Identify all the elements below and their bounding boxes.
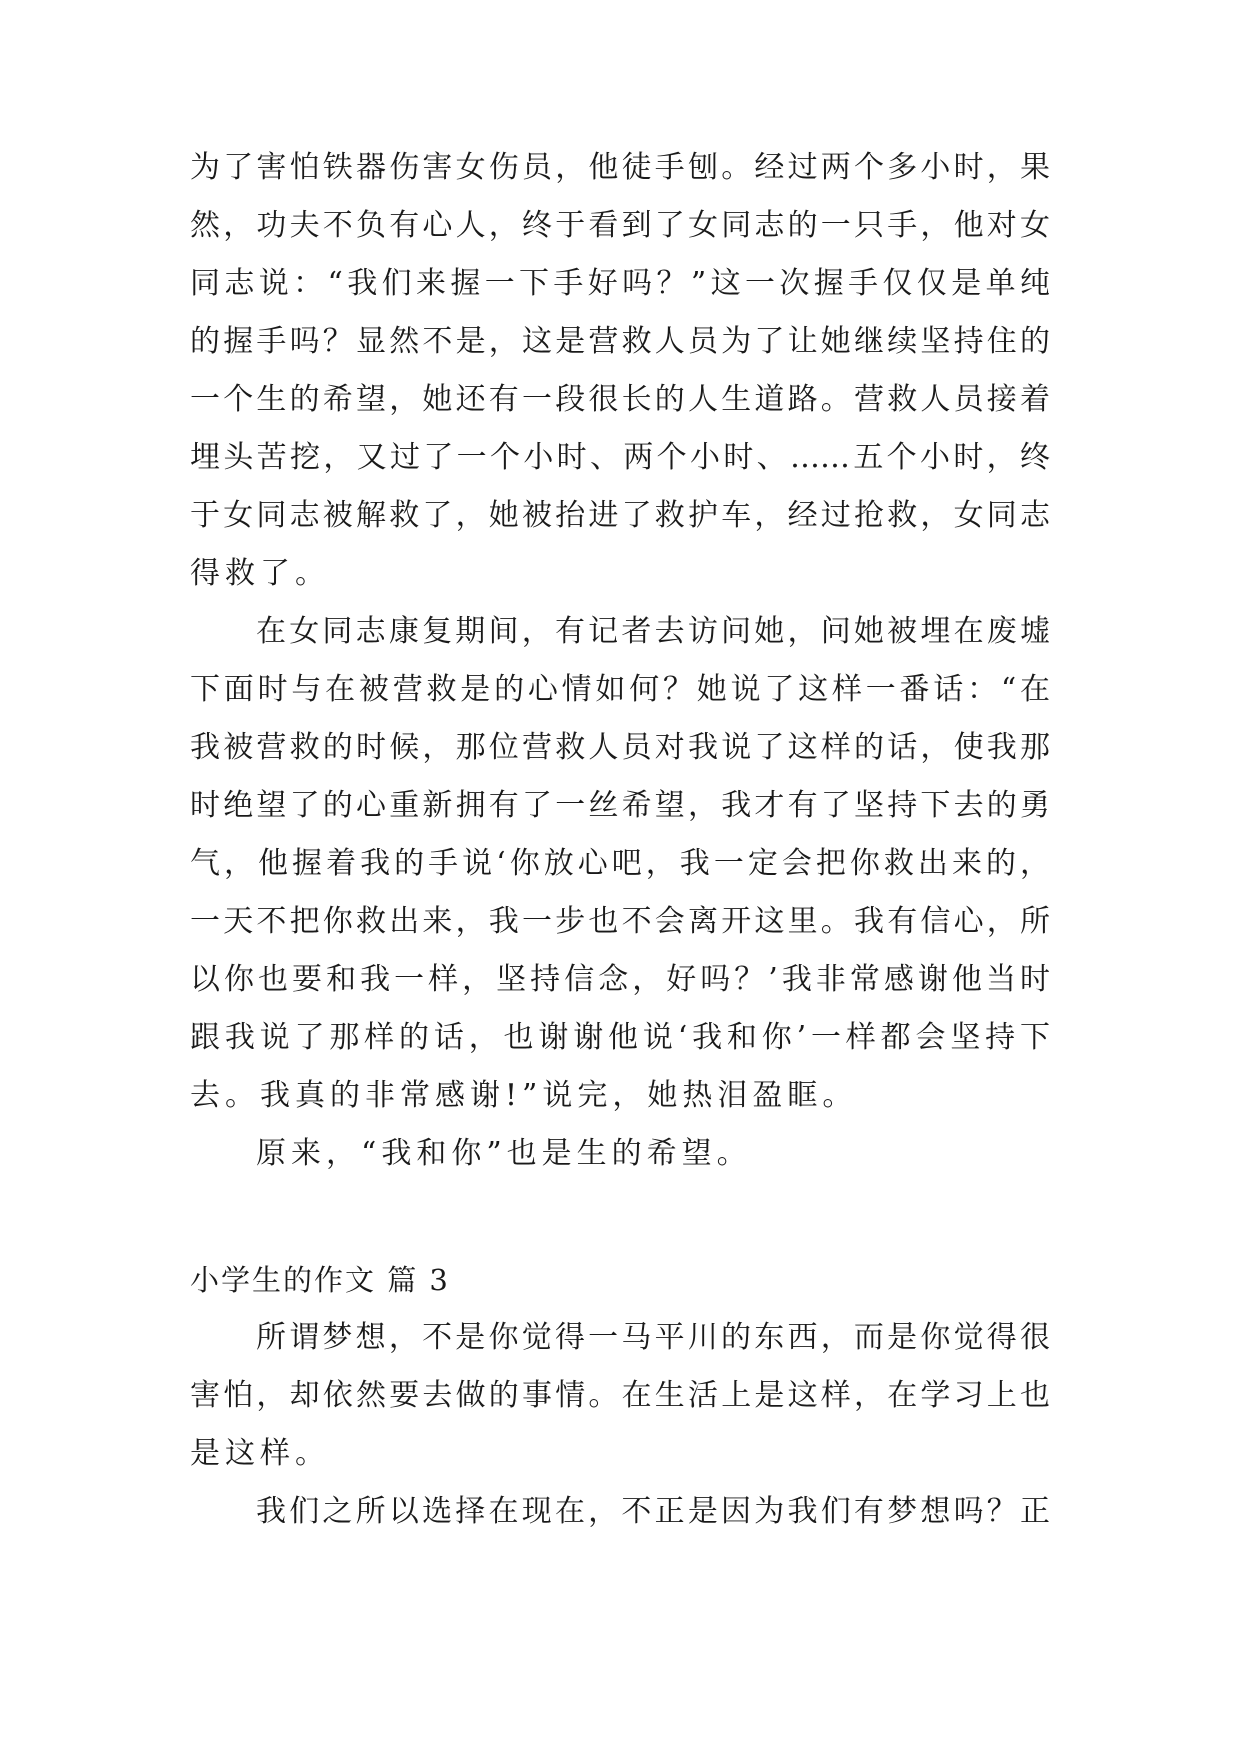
paragraph-line: 我被营救的时候，那位营救人员对我说了这样的话，使我那 <box>190 730 1050 765</box>
paragraph-line: 一天不把你救出来，我一步也不会离开这里。我有信心，所 <box>190 904 1050 939</box>
paragraph-line: 一个生的希望，她还有一段很长的人生道路。营救人员接着 <box>190 382 1050 417</box>
paragraph-line: 去。我真的非常感谢!”说完，她热泪盈眶。 <box>190 1078 858 1113</box>
section-heading: 小学生的作文 篇 3 <box>190 1263 450 1297</box>
paragraph-line: 害怕，却依然要去做的事情。在生活上是这样，在学习上也 <box>190 1378 1050 1413</box>
paragraph-line: 时绝望了的心重新拥有了一丝希望，我才有了坚持下去的勇 <box>190 788 1050 823</box>
paragraph-line: 然，功夫不负有心人，终于看到了女同志的一只手，他对女 <box>190 208 1050 243</box>
paragraph-line: 在女同志康复期间，有记者去访问她，问她被埋在废墟 <box>256 614 1050 649</box>
paragraph-line: 以你也要和我一样，坚持信念，好吗？’我非常感谢他当时 <box>190 962 1050 997</box>
paragraph-line: 的握手吗？显然不是，这是营救人员为了让她继续坚持住的 <box>190 324 1050 359</box>
paragraph-line: 我们之所以选择在现在，不正是因为我们有梦想吗？正 <box>256 1494 1050 1529</box>
paragraph-line: 气，他握着我的手说‘你放心吧，我一定会把你救出来的， <box>190 846 1050 881</box>
paragraph-line: 下面时与在被营救是的心情如何？她说了这样一番话：“在 <box>190 672 1050 707</box>
paragraph-line: 跟我说了那样的话，也谢谢他说‘我和你’一样都会坚持下 <box>190 1020 1050 1055</box>
paragraph-line: 埋头苦挖，又过了一个小时、两个小时、……五个小时，终 <box>190 440 1050 475</box>
paragraph-line: 为了害怕铁器伤害女伤员，他徒手刨。经过两个多小时，果 <box>190 150 1050 185</box>
paragraph-line: 同志说：“我们来握一下手好吗？”这一次握手仅仅是单纯 <box>190 266 1050 301</box>
paragraph-line: 原来，“我和你”也是生的希望。 <box>256 1136 752 1171</box>
paragraph-line: 于女同志被解救了，她被抬进了救护车，经过抢救，女同志 <box>190 498 1050 533</box>
paragraph-line: 是这样。 <box>190 1436 330 1471</box>
paragraph-line: 得救了。 <box>190 556 330 591</box>
paragraph-line: 所谓梦想，不是你觉得一马平川的东西，而是你觉得很 <box>256 1320 1050 1355</box>
